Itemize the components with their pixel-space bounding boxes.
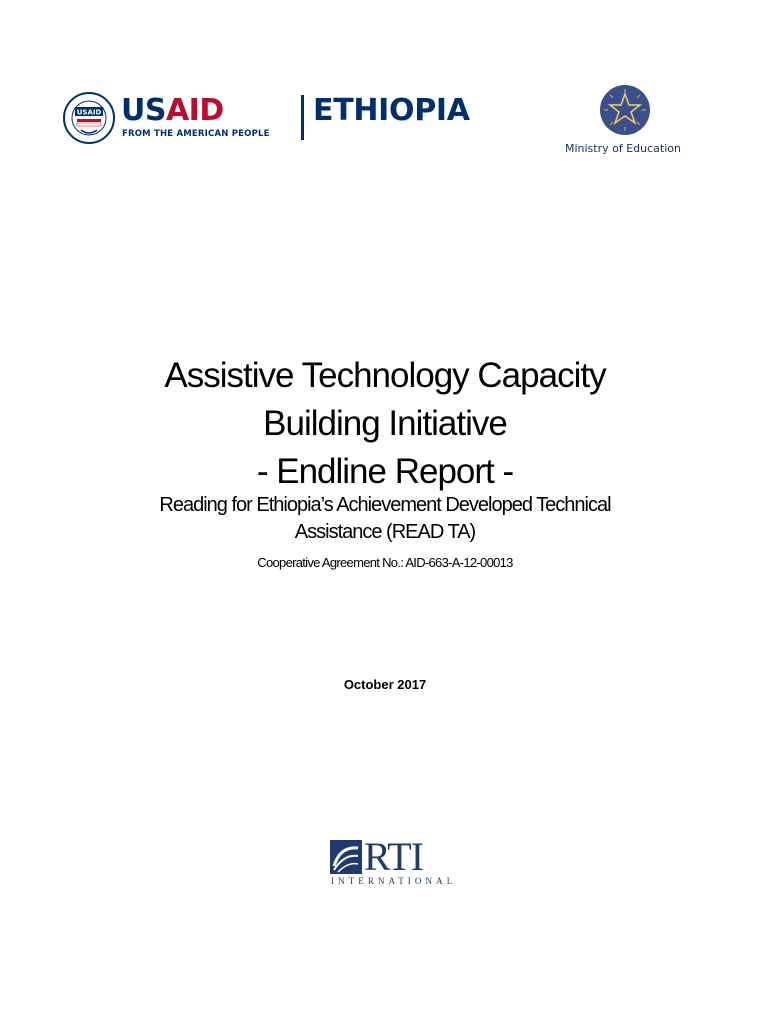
ministry-label: Ministry of Education (564, 142, 681, 155)
rti-international-logo (330, 834, 457, 890)
subtitle-line-1: Reading for Ethiopia’s Achievement Developed Technical (159, 494, 611, 516)
rti-wordmark: RTI (364, 834, 424, 879)
report-title (0, 352, 770, 496)
usaid-wordmark: USAID (121, 93, 224, 128)
report-date: October 2017 (343, 677, 427, 692)
report-subtitle (0, 492, 770, 546)
logo-divider (301, 95, 304, 140)
subtitle-line-2: Assistance (READ TA) (294, 521, 476, 543)
ministry-emblem-icon (599, 84, 651, 136)
usaid-tagline: FROM THE AMERICAN PEOPLE (122, 129, 270, 139)
cooperative-agreement: Cooperative Agreement No.: AID-663-A-12-00013 (257, 555, 513, 570)
svg-text:USAID: USAID (76, 108, 102, 117)
usaid-seal-icon (63, 92, 115, 144)
title-line-2: Building Initiative (263, 404, 507, 443)
title-line-3: - Endline Report - (256, 452, 514, 491)
rti-subtitle: INTERNATIONAL (331, 876, 457, 886)
usaid-ethiopia-logo (63, 92, 470, 144)
rti-mark-icon (330, 840, 362, 874)
country-name: ETHIOPIA (313, 93, 470, 128)
title-line-1: Assistive Technology Capacity (164, 356, 606, 395)
